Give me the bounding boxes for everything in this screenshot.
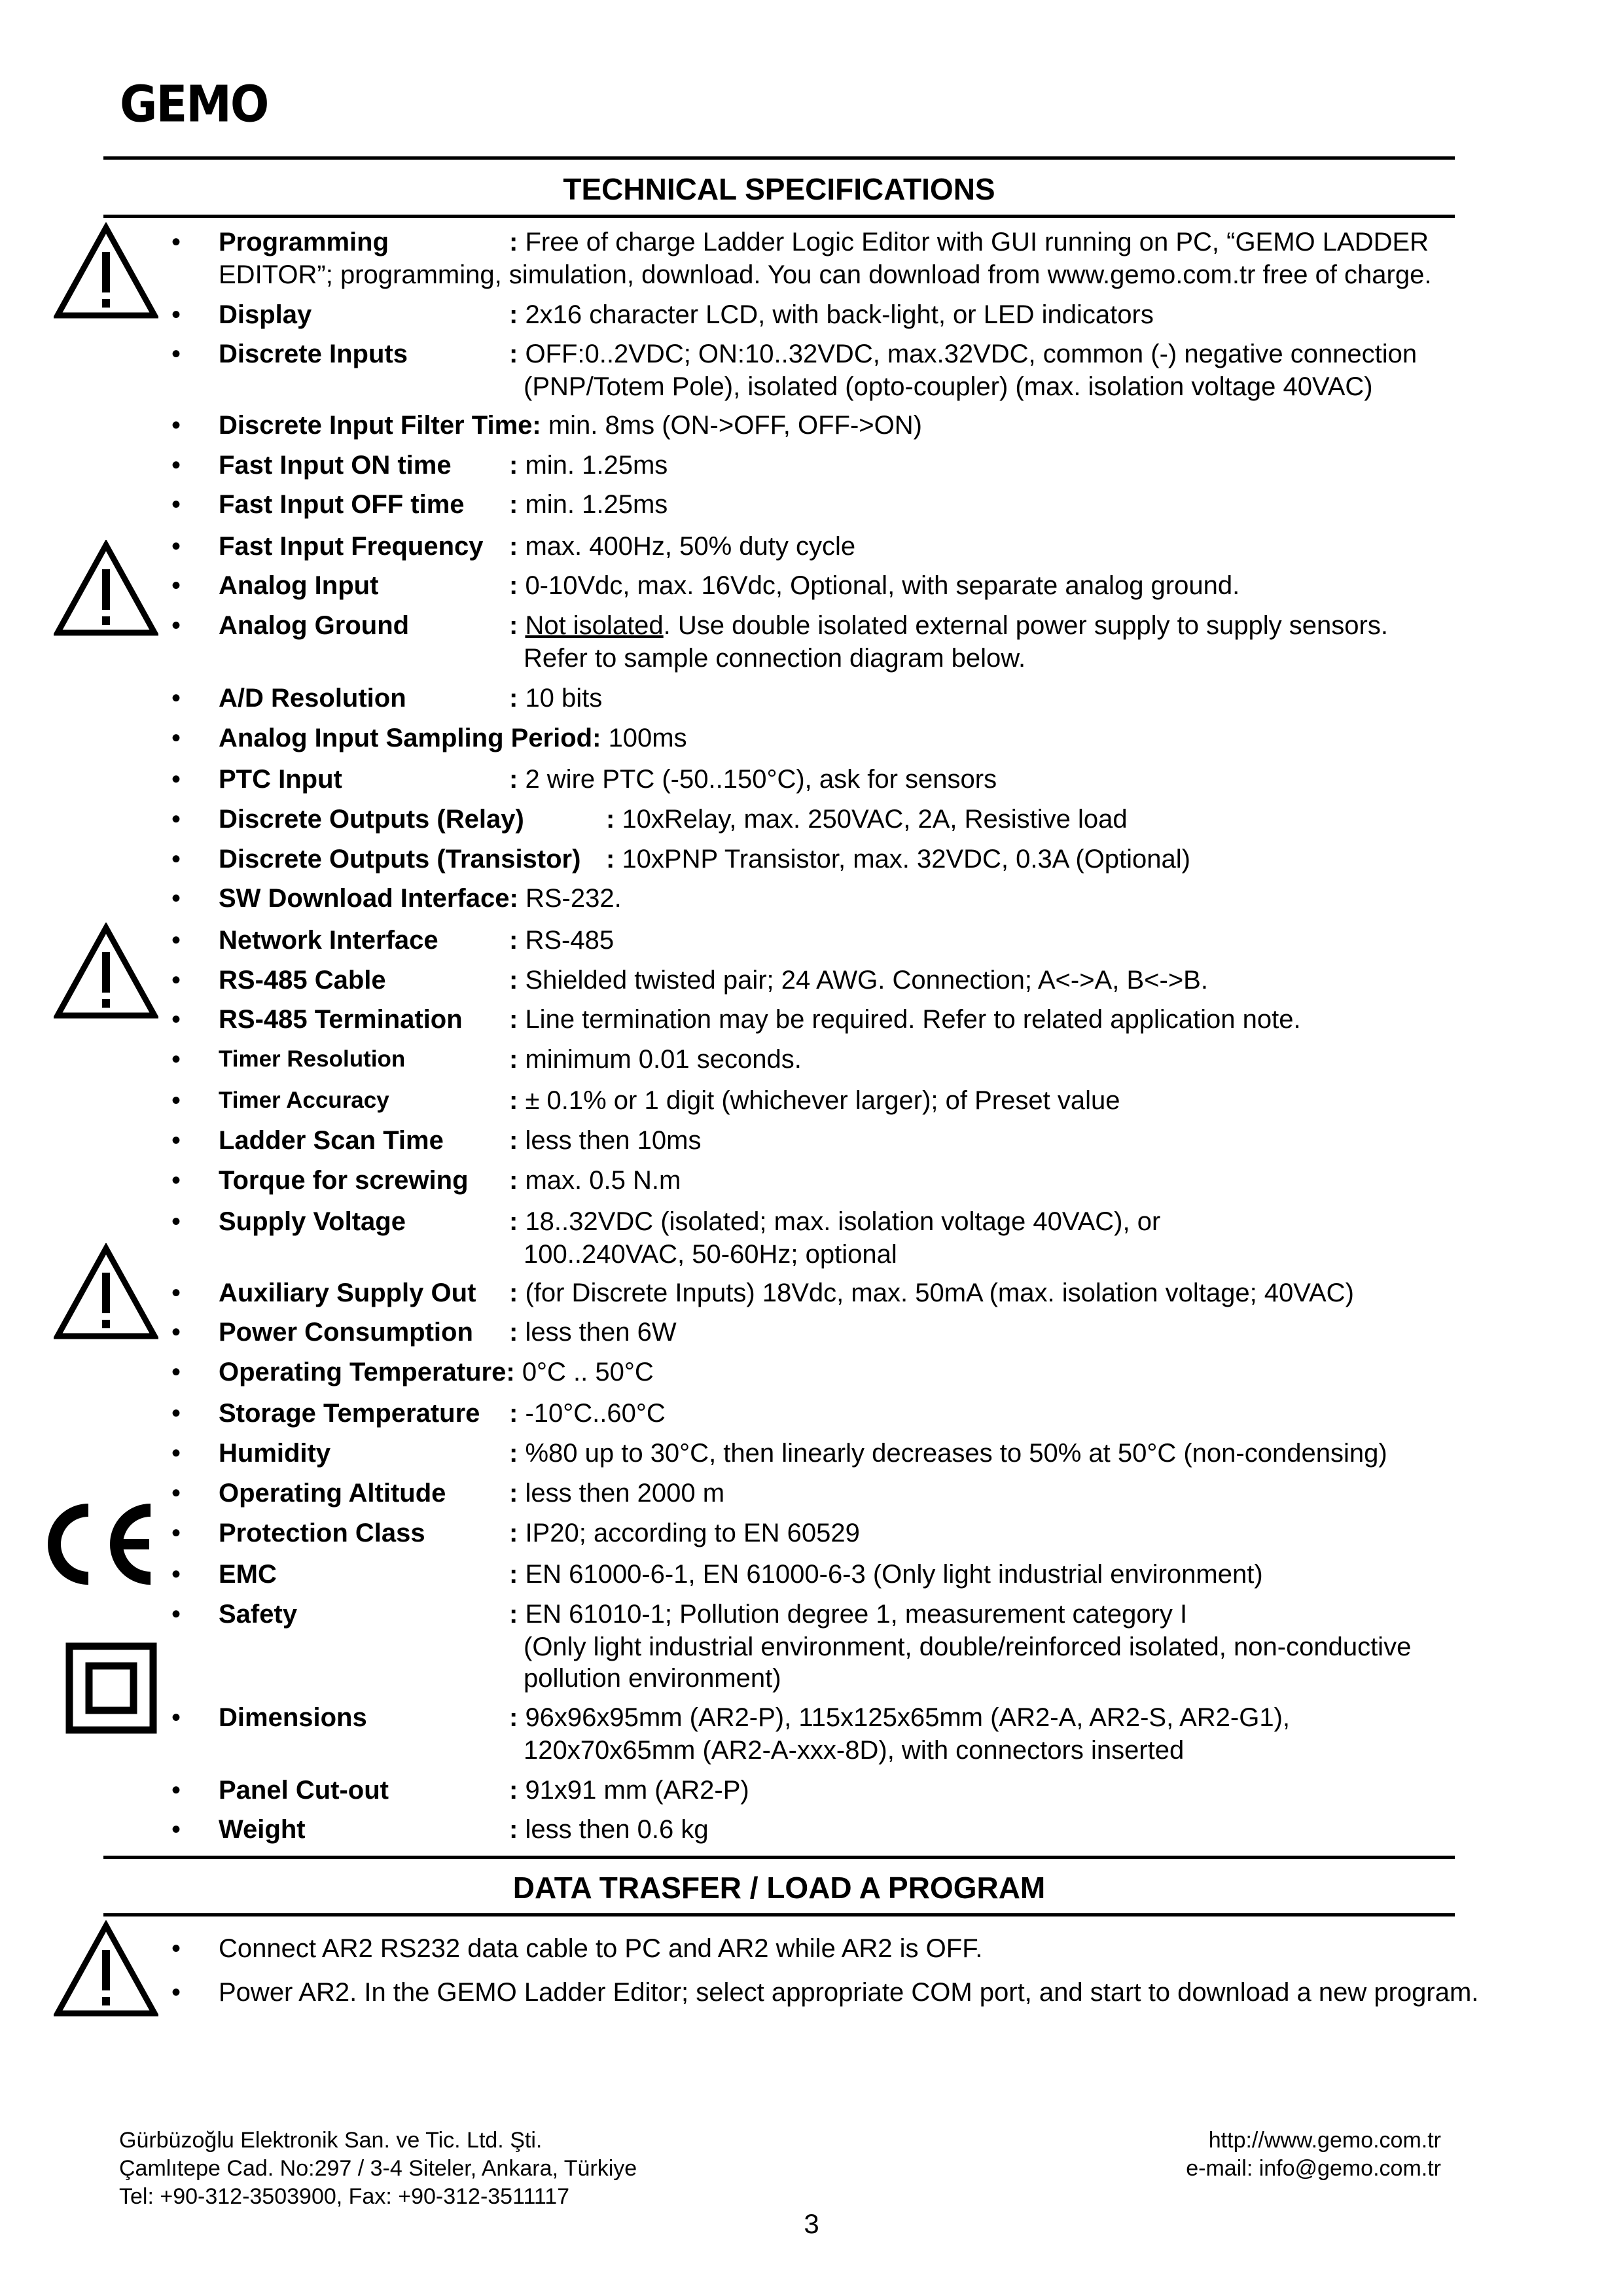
- warning-icon: [54, 1920, 158, 2019]
- spec-value: Shielded twisted pair; 24 AWG. Connection; A<->A, B<->B.: [525, 966, 1208, 995]
- bullet: •: [171, 1279, 181, 1307]
- spec-value: Free of charge Ladder Logic Editor with GUI running on PC, “GEMO LADDER: [525, 228, 1429, 256]
- bullet: •: [171, 1166, 181, 1195]
- spec-value: %80 up to 30°C, then linearly decreases to 50% at 50°C (non-condensing): [525, 1439, 1387, 1468]
- spec-value: OFF:0..2VDC; ON:10..32VDC, max.32VDC, common (-) negative connection: [525, 340, 1418, 368]
- bullet: •: [171, 451, 181, 480]
- spec-value-cont: Refer to sample connection diagram below.: [524, 644, 1026, 673]
- bullet: •: [171, 1318, 181, 1347]
- spec-value: max. 0.5 N.m: [525, 1166, 681, 1195]
- spec-value: 91x91 mm (AR2-P): [525, 1776, 749, 1805]
- spec-value: min. 8ms (ON->OFF, OFF->ON): [548, 411, 922, 440]
- bullet: •: [171, 966, 181, 995]
- spec-value: 10xPNP Transistor, max. 32VDC, 0.3A (Optional): [622, 845, 1190, 874]
- warning-icon: [54, 923, 158, 1021]
- spec-label: PTC Input: [219, 765, 342, 794]
- spec-value: RS-485: [525, 926, 615, 955]
- double-insulation-icon: [65, 1642, 157, 1734]
- bullet: •: [171, 300, 181, 329]
- bullet: •: [171, 884, 181, 913]
- ce-mark-icon: [36, 1498, 160, 1590]
- spec-label: Supply Voltage: [219, 1207, 406, 1236]
- spec-value: (for Discrete Inputs) 18Vdc, max. 50mA (max. isolation voltage; 40VAC): [525, 1279, 1354, 1307]
- spec-line: [219, 882, 622, 915]
- warning-icon: [54, 1243, 158, 1341]
- divider: [103, 1913, 1455, 1916]
- bullet: •: [171, 1815, 181, 1844]
- spec-label: Panel Cut-out: [219, 1776, 389, 1805]
- spec-value-cont: 120x70x65mm (AR2-A-xxx-8D), with connectors inserted: [524, 1736, 1185, 1765]
- spec-label: Display: [219, 300, 312, 329]
- spec-label: Timer Resolution: [219, 1046, 406, 1072]
- bullet: •: [171, 1600, 181, 1629]
- footer-company-info: [119, 2127, 637, 2211]
- spec-line: [219, 722, 687, 754]
- spec-value: min. 1.25ms: [525, 490, 668, 519]
- spec-label: Weight: [219, 1815, 306, 1844]
- spec-label: Safety: [219, 1600, 298, 1629]
- spec-value: 2 wire PTC (-50..150°C), ask for sensors: [525, 765, 997, 794]
- spec-label: Ladder Scan Time: [219, 1126, 444, 1155]
- bullet: •: [171, 611, 181, 640]
- bullet: •: [171, 490, 181, 519]
- spec-label: A/D Resolution: [219, 684, 406, 713]
- spec-label: Fast Input OFF time: [219, 490, 465, 519]
- spec-value: EN 61010-1; Pollution degree 1, measurement category I: [525, 1600, 1188, 1629]
- divider: [103, 215, 1455, 218]
- bullet: •: [171, 1703, 181, 1732]
- page-number: 3: [804, 2208, 819, 2239]
- warning-icon: [54, 222, 158, 321]
- bullet: •: [171, 228, 181, 256]
- spec-value: 0°C .. 50°C: [522, 1358, 654, 1386]
- section-title-transfer: DATA TRASFER / LOAD A PROGRAM: [512, 1871, 1046, 1905]
- bullet: •: [171, 411, 181, 440]
- website-link[interactable]: http://www.gemo.com.tr: [1208, 2128, 1441, 2153]
- bullet: •: [171, 532, 181, 561]
- spec-label: Fast Input ON time: [219, 451, 452, 480]
- company-phone: Tel: +90-312-3503900, Fax: +90-312-3511117: [119, 2184, 570, 2209]
- spec-label: Operating Altitude: [219, 1479, 446, 1508]
- spec-value: IP20; according to EN 60529: [525, 1519, 860, 1547]
- spec-value: 0-10Vdc, max. 16Vdc, Optional, with separate analog ground.: [525, 571, 1240, 600]
- spec-label: Timer Accuracy: [219, 1087, 389, 1113]
- spec-label: Humidity: [219, 1439, 331, 1468]
- bullet: •: [171, 1045, 181, 1074]
- spec-value: minimum 0.01 seconds.: [525, 1045, 802, 1074]
- bullet: •: [171, 1086, 181, 1115]
- company-name: Gürbüzoğlu Elektronik San. ve Tic. Ltd. Şti.: [119, 2128, 543, 2153]
- spec-line: [219, 409, 922, 442]
- company-address: Çamlıtepe Cad. No:297 / 3-4 Siteler, Ankara, Türkiye: [119, 2156, 637, 2181]
- spec-value-cont: EDITOR”; programming, simulation, download. You can download from www.gemo.com.tr free of charge.: [219, 260, 1432, 289]
- spec-line: [219, 1356, 654, 1388]
- footer-contact: [1186, 2127, 1441, 2183]
- spec-label: Torque for screwing: [219, 1166, 469, 1195]
- spec-value: EN 61000-6-1, EN 61000-6-3 (Only light industrial environment): [525, 1560, 1263, 1589]
- bullet: •: [171, 805, 181, 834]
- spec-value-cont: (PNP/Totem Pole), isolated (opto-coupler) (max. isolation voltage 40VAC): [524, 372, 1373, 401]
- transfer-step: Connect AR2 RS232 data cable to PC and AR2 while AR2 is OFF.: [219, 1934, 983, 1963]
- spec-label: Fast Input Frequency: [219, 532, 484, 561]
- bullet: •: [171, 926, 181, 955]
- bullet: •: [171, 765, 181, 794]
- bullet: •: [171, 1560, 181, 1589]
- transfer-step: Power AR2. In the GEMO Ladder Editor; select appropriate COM port, and start to download a new program.: [219, 1978, 1479, 2007]
- bullet: •: [171, 724, 181, 752]
- divider: [103, 1856, 1455, 1859]
- spec-label: RS-485 Termination: [219, 1005, 463, 1034]
- spec-value: ± 0.1% or 1 digit (whichever larger); of Preset value: [525, 1086, 1120, 1115]
- bullet: •: [171, 340, 181, 368]
- spec-value: 10xRelay, max. 250VAC, 2A, Resistive load: [622, 805, 1128, 834]
- spec-value: less then 10ms: [525, 1126, 702, 1155]
- spec-label: Storage Temperature: [219, 1399, 480, 1428]
- bullet: •: [171, 1479, 181, 1508]
- bullet: •: [171, 571, 181, 600]
- spec-label: EMC: [219, 1560, 277, 1589]
- divider: [103, 156, 1455, 160]
- spec-value: RS-232.: [525, 884, 622, 913]
- bullet: •: [171, 1776, 181, 1805]
- bullet: •: [171, 684, 181, 713]
- spec-label: Programming: [219, 228, 389, 256]
- section-title-specs: TECHNICAL SPECIFICATIONS: [563, 172, 995, 206]
- spec-value: 96x96x95mm (AR2-P), 115x125x65mm (AR2-A, AR2-S, AR2-G1),: [525, 1703, 1291, 1732]
- spec-value: Line termination may be required. Refer to related application note.: [525, 1005, 1301, 1034]
- spec-label: Auxiliary Supply Out: [219, 1279, 476, 1307]
- spec-label: Discrete Outputs (Transistor): [219, 845, 581, 874]
- spec-value: less then 0.6 kg: [525, 1815, 709, 1844]
- bullet: •: [171, 1207, 181, 1236]
- spec-label: RS-485 Cable: [219, 966, 386, 995]
- bullet: •: [171, 1358, 181, 1386]
- spec-label: SW Download Interface:: [219, 884, 518, 913]
- spec-value: . Use double isolated external power supply to supply sensors.: [663, 611, 1388, 640]
- spec-value: 100ms: [608, 724, 687, 752]
- spec-value: less then 6W: [525, 1318, 677, 1347]
- spec-value: 2x16 character LCD, with back-light, or LED indicators: [525, 300, 1154, 329]
- spec-value: max. 400Hz, 50% duty cycle: [525, 532, 856, 561]
- spec-label: Analog Input: [219, 571, 379, 600]
- spec-label: Network Interface: [219, 926, 438, 955]
- spec-label: Analog Input Sampling Period:: [219, 724, 601, 752]
- spec-value-cont: pollution environment): [524, 1664, 781, 1693]
- spec-value: min. 1.25ms: [525, 451, 668, 480]
- spec-label: Operating Temperature:: [219, 1358, 515, 1386]
- spec-value: 18..32VDC (isolated; max. isolation voltage 40VAC), or: [525, 1207, 1161, 1236]
- gemo-logo: GEMO: [120, 74, 268, 134]
- spec-label: Analog Ground: [219, 611, 410, 640]
- spec-value-cont: (Only light industrial environment, double/reinforced isolated, non-conductive: [524, 1633, 1412, 1661]
- bullet: •: [171, 845, 181, 874]
- bullet: •: [171, 1519, 181, 1547]
- bullet: •: [171, 1005, 181, 1034]
- spec-label: Power Consumption: [219, 1318, 473, 1347]
- spec-value: less then 2000 m: [525, 1479, 725, 1508]
- spec-label: Discrete Outputs (Relay): [219, 805, 524, 834]
- spec-label: Dimensions: [219, 1703, 367, 1732]
- bullet: •: [171, 1399, 181, 1428]
- spec-label: Discrete Input Filter Time:: [219, 411, 541, 440]
- spec-value: 10 bits: [525, 684, 603, 713]
- spec-underlined: Not isolated: [525, 611, 664, 640]
- warning-icon: [54, 540, 158, 638]
- email-link[interactable]: e-mail: info@gemo.com.tr: [1186, 2156, 1441, 2181]
- spec-label: Discrete Inputs: [219, 340, 408, 368]
- bullet: •: [171, 1126, 181, 1155]
- spec-value: -10°C..60°C: [525, 1399, 666, 1428]
- spec-value-cont: 100..240VAC, 50-60Hz; optional: [524, 1240, 897, 1269]
- bullet: •: [171, 1439, 181, 1468]
- spec-label: Protection Class: [219, 1519, 425, 1547]
